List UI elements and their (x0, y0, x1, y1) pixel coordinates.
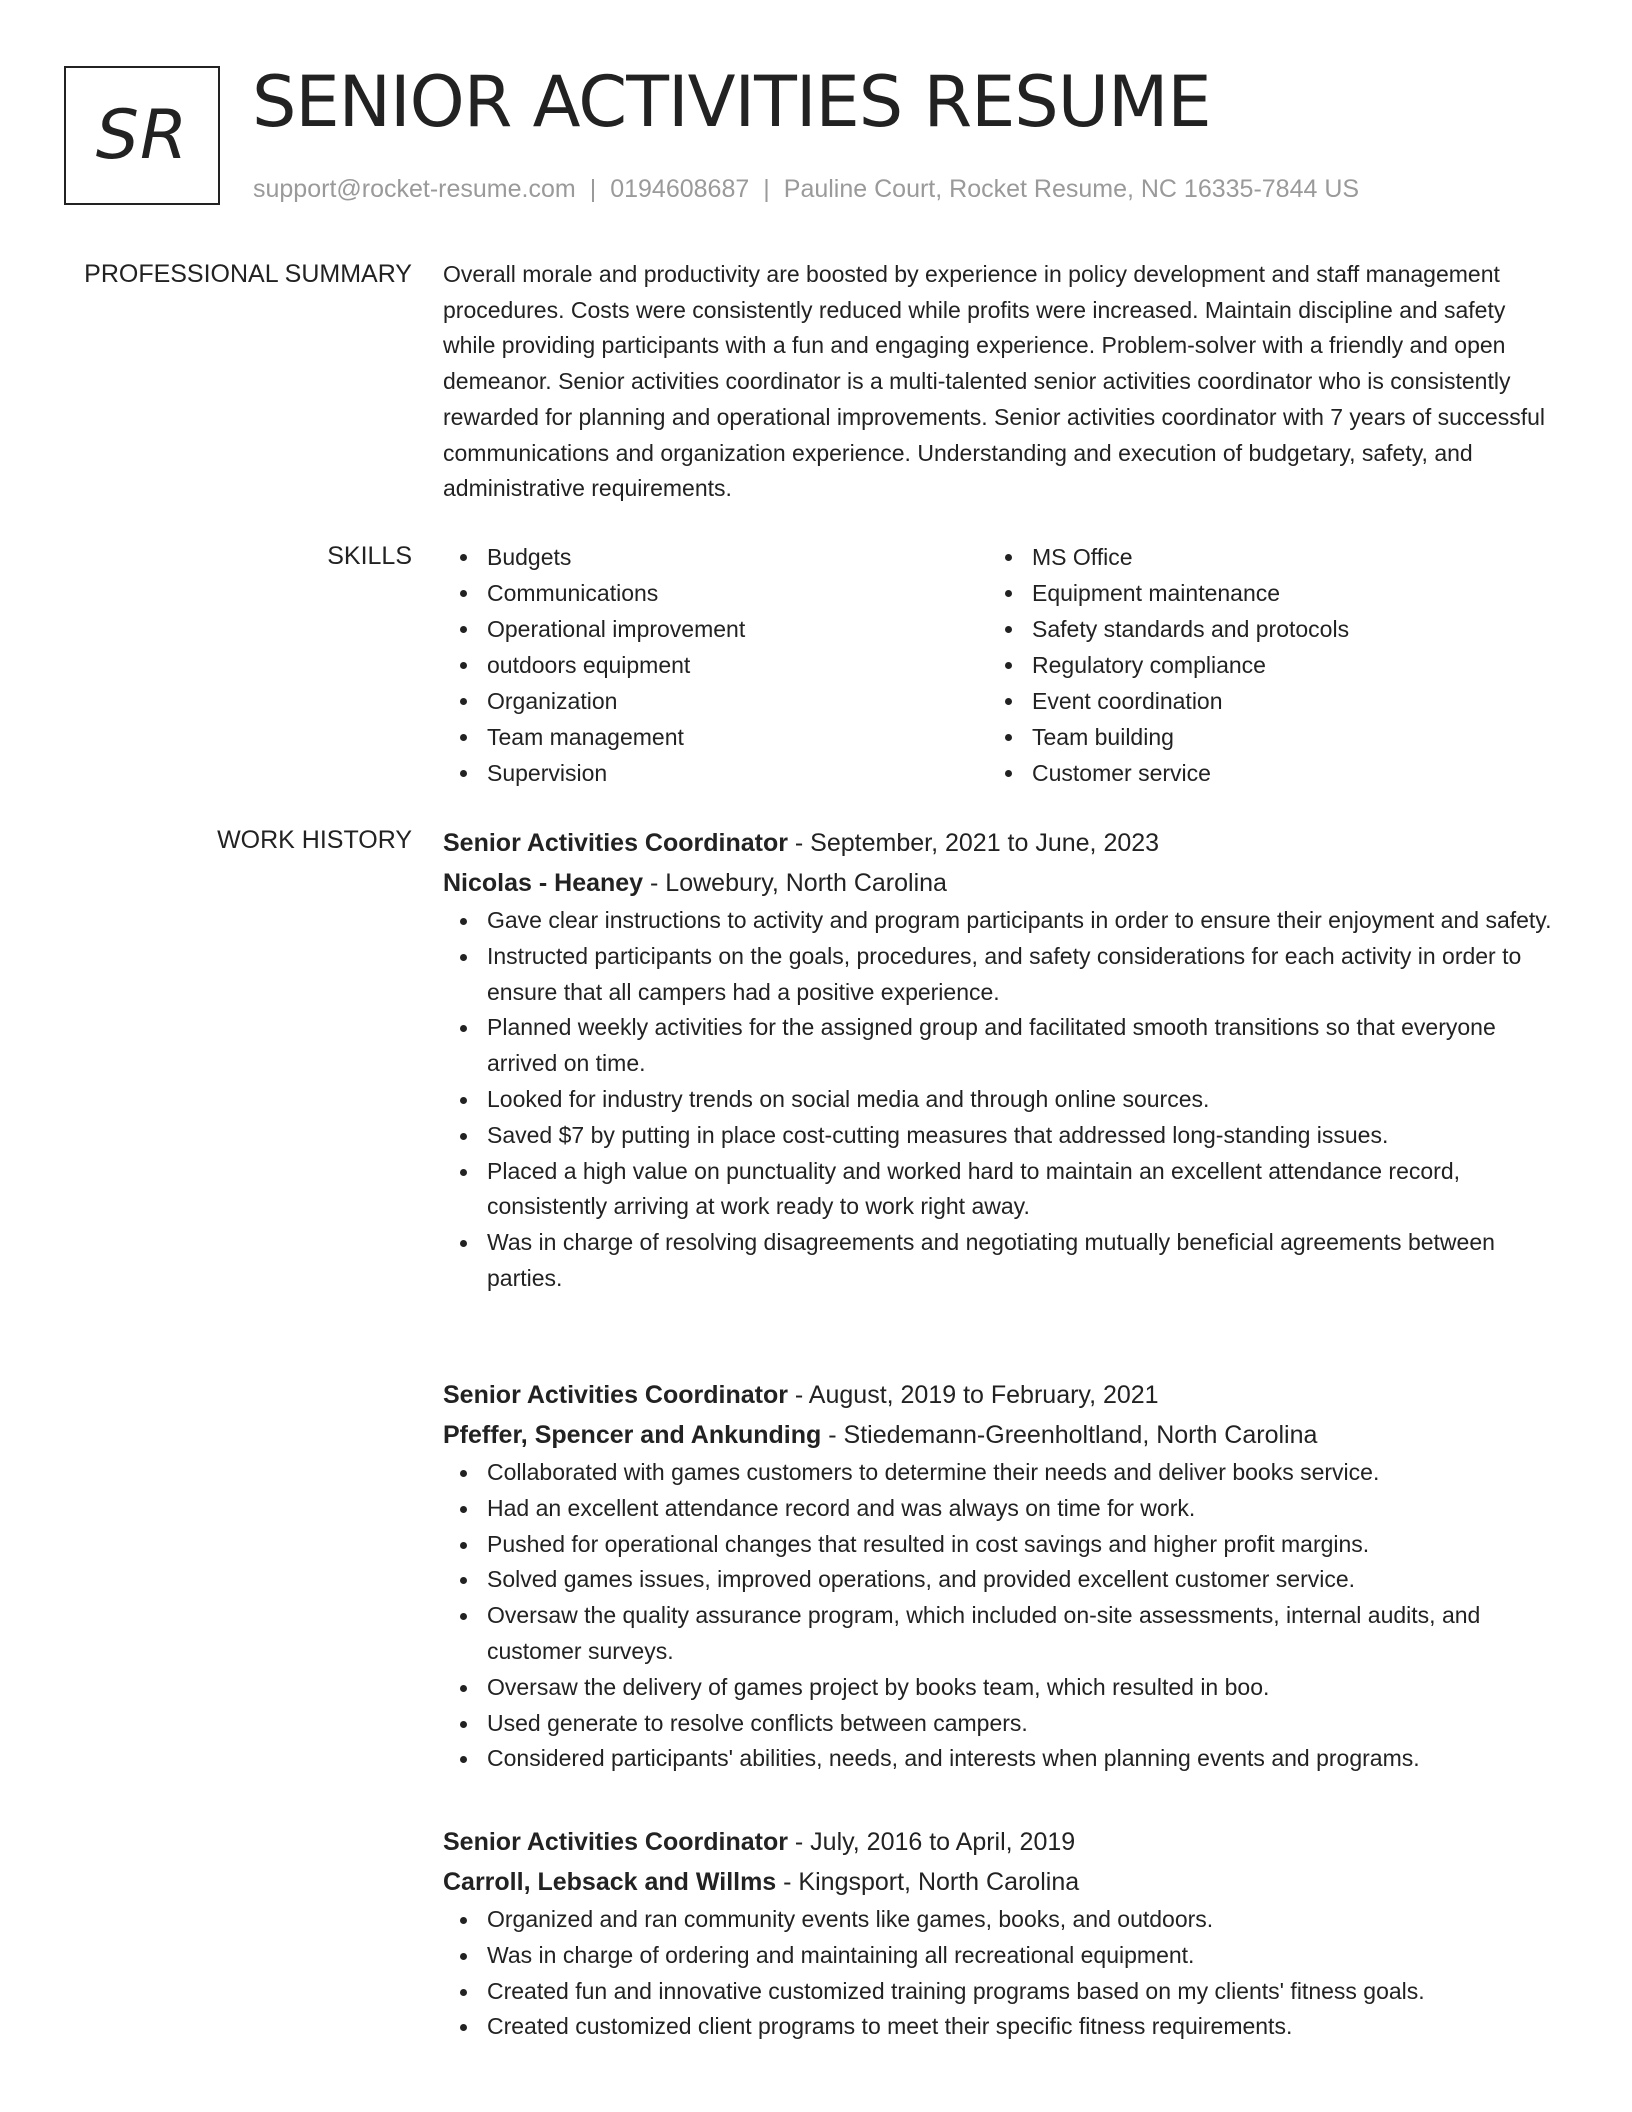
skill-item: Budgets (443, 539, 988, 575)
resume-title: SENIOR ACTIVITIES RESUME (252, 61, 1211, 143)
skill-item: Communications (443, 575, 988, 611)
job-duties-list (443, 903, 1558, 1297)
skill-item: Team building (988, 719, 1533, 755)
job-dates: - September, 2021 to June, 2023 (787, 829, 1160, 857)
job-duty: Placed a high value on punctuality and worked hard to maintain an excellent attendance record, consistently arriving at work ready to work right away. (443, 1154, 1558, 1226)
skill-item: Equipment maintenance (988, 575, 1533, 611)
job-duty: Solved games issues, improved operations, and provided excellent customer service. (443, 1562, 1558, 1598)
job-duty: Gave clear instructions to activity and program participants in order to ensure their enjoyment and safety. (443, 903, 1558, 939)
summary-body (443, 257, 1558, 507)
summary-text: Overall morale and productivity are boosted by experience in policy development and staff management procedures. Costs were consistently reduced while profits were increased. Maintain discipline and safety while providing participants with a fun and engaging experience. Problem-solver with a friendly and open demeanor. Senior activities coordinator is a multi-talented senior activities coordinator who is consistently rewarded for planning and operational improvements. Senior activities coordinator with 7 years of successful communications and organization experience. Understanding and execution of budgetary, safety, and administrative requirements. (443, 261, 1546, 502)
job-duty: Oversaw the quality assurance program, which included on-site assessments, internal audits, and customer surveys. (443, 1598, 1558, 1670)
summary-heading: PROFESSIONAL SUMMARY (84, 260, 412, 288)
contact-phone: 0194608687 (610, 175, 750, 203)
contact-separator: | (763, 175, 770, 203)
job-duty: Pushed for operational changes that resulted in cost savings and higher profit margins. (443, 1527, 1558, 1563)
skill-item: Regulatory compliance (988, 647, 1533, 683)
job-title-line (443, 1822, 1558, 1862)
skill-item: Organization (443, 683, 988, 719)
skill-item: Operational improvement (443, 611, 988, 647)
job-duty: Organized and ran community events like games, books, and outdoors. (443, 1902, 1558, 1938)
job-duty: Planned weekly activities for the assigned group and facilitated smooth transitions so that everyone arrived on time. (443, 1010, 1558, 1082)
job-company: Pfeffer, Spencer and Ankunding (443, 1421, 822, 1449)
skill-item: Safety standards and protocols (988, 611, 1533, 647)
skill-item: Supervision (443, 755, 988, 791)
skills-list-left (443, 539, 988, 791)
skill-item: MS Office (988, 539, 1533, 575)
skills-body (443, 539, 1558, 791)
job-duties-list (443, 1455, 1558, 1777)
job-duty: Had an excellent attendance record and was always on time for work. (443, 1491, 1558, 1527)
job-entry (443, 823, 1558, 1297)
job-location: - Lowebury, North Carolina (643, 869, 947, 897)
job-duty: Created customized client programs to meet their specific fitness requirements. (443, 2009, 1558, 2045)
job-duty: Created fun and innovative customized training programs based on my clients' fitness goals. (443, 1974, 1558, 2010)
job-duty: Was in charge of ordering and maintaining all recreational equipment. (443, 1938, 1558, 1974)
job-entry (443, 1375, 1558, 1777)
job-location: - Stiedemann-Greenholtland, North Carolina (821, 1421, 1318, 1449)
job-duty: Considered participants' abilities, needs, and interests when planning events and programs. (443, 1741, 1558, 1777)
job-duty: Was in charge of resolving disagreements and negotiating mutually beneficial agreements between parties. (443, 1225, 1558, 1297)
contact-separator: | (589, 175, 597, 203)
job-title-line (443, 823, 1558, 863)
skill-item: Customer service (988, 755, 1533, 791)
monogram-logo: SR (64, 66, 220, 205)
job-duty: Oversaw the delivery of games project by books team, which resulted in boo. (443, 1670, 1558, 1706)
work-history-body (443, 823, 1558, 2040)
job-duties-list (443, 1902, 1558, 2045)
contact-email: support@rocket-resume.com (253, 175, 576, 203)
skills-heading: SKILLS (327, 542, 412, 570)
job-duty: Looked for industry trends on social media and through online sources. (443, 1082, 1558, 1118)
job-title: Senior Activities Coordinator (443, 829, 788, 857)
job-dates: - August, 2019 to February, 2021 (787, 1381, 1159, 1409)
skill-item: Team management (443, 719, 988, 755)
job-company-line (443, 1862, 1558, 1902)
job-duty: Instructed participants on the goals, procedures, and safety considerations for each activity in order to ensure that all campers had a positive experience. (443, 939, 1558, 1011)
work-history-heading: WORK HISTORY (217, 826, 412, 854)
job-duty: Used generate to resolve conflicts between campers. (443, 1706, 1558, 1742)
job-company: Carroll, Lebsack and Willms (443, 1868, 777, 1896)
job-company-line (443, 1415, 1558, 1455)
job-dates: - July, 2016 to April, 2019 (787, 1828, 1076, 1856)
contact-address: Pauline Court, Rocket Resume, NC 16335-7844 US (783, 175, 1360, 203)
job-title: Senior Activities Coordinator (443, 1828, 788, 1856)
job-title: Senior Activities Coordinator (443, 1381, 788, 1409)
job-company-line (443, 863, 1558, 903)
job-duty: Collaborated with games customers to determine their needs and deliver books service. (443, 1455, 1558, 1491)
job-company: Nicolas - Heaney (443, 869, 644, 897)
skill-item: Event coordination (988, 683, 1533, 719)
contact-line (253, 172, 1359, 206)
job-title-line (443, 1375, 1558, 1415)
skill-item: outdoors equipment (443, 647, 988, 683)
job-location: - Kingsport, North Carolina (776, 1868, 1080, 1896)
job-entry (443, 1822, 1558, 2045)
job-duty: Saved $7 by putting in place cost-cutting measures that addressed long-standing issues. (443, 1118, 1558, 1154)
skills-list-right (988, 539, 1533, 791)
